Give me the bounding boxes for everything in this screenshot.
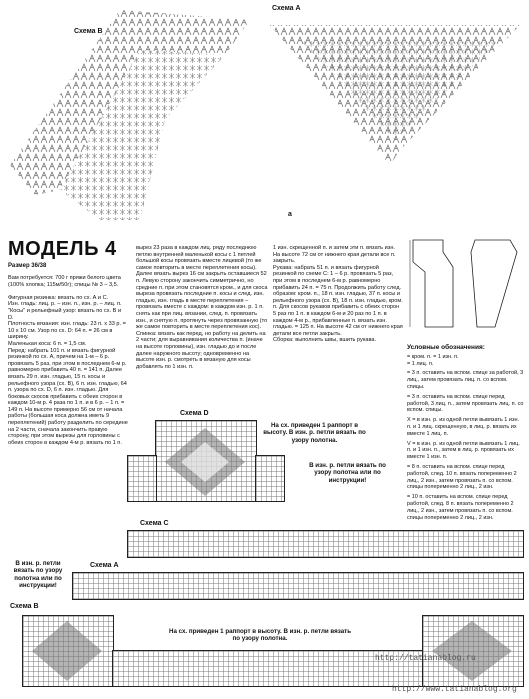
garment-schematic — [405, 232, 525, 342]
schema-d-side-left — [127, 455, 157, 502]
legend-item: = 3 п. оставить на вспом. спице за работой, 3 лиц., затем провязать лиц. п. со вспом. спицы. — [407, 370, 524, 390]
schema-c-label: Схема С — [140, 520, 169, 527]
legend-item: = 10 п. оставить на вспом. спице перед работой, след. 8 п. вязать попеременно 2 лиц., 2 изн., затем провязать п. со вспом. спицы попеременно 2 лиц., 2 изн. — [407, 494, 514, 521]
legend-item: = 3 п. оставить на вспом. спице перед работой, 3 лиц. п., затем провязать лиц. п. со вспом. спицы. — [407, 393, 524, 414]
scheme-b-label: Схема В — [74, 28, 103, 35]
watermark-mid: http://tatianablog.ru — [375, 654, 476, 663]
legend-title: Условные обозначения: — [407, 344, 485, 351]
legend-item: = кром. п. = 1 изн. п. — [407, 353, 459, 360]
schema-b-bottom-label: Схема В — [10, 603, 39, 610]
legend-item: = 8 п. оставить на вспом. спице перед работой, след. 10 п. вязать попеременно 2 лиц., 2 изн., затем провязать п. со вспом. спицы попеременно 2 лиц., 2 изн. — [407, 463, 517, 491]
schema-a-bottom-note: В изн. р. петли вязать по узору полотна или по инструкции! — [13, 560, 63, 590]
schema-a-bottom-label: Схема А — [90, 562, 119, 569]
a-marker: а — [288, 211, 292, 218]
model-title: МОДЕЛЬ 4 — [8, 238, 117, 260]
legend-item: V = в изн. р. из одной петли вывязать 1 лиц. п. и 1 изн. п., затем в лиц. р. провязать их вместе 1 изн. п. — [407, 440, 520, 461]
legend-item: = 1 лиц. п. — [407, 360, 434, 367]
schema-b-bottom-note: На сх. приведен 1 раппорт в высоту. В изн. р. петли вязать по узору полотна. — [168, 628, 351, 643]
instructions-column-1: Вам потребуется: 700 г пряжи белого цвета (100% хлопка; 115м/50г); спицы № 3 – 3,5. Фигурная резинка: вязать по сх. А и С. Изн. гладь: лиц. р. – изн. п., изн. р. – лиц. п. "Косы" и рельефный узор: вязать по сх. В и D. Плотность вязания: изн. гладь: 23 п. х 33 р. = 10 х 10 см. Узор по сх. D: 64 п. = 26 см в ширину. Маленькая коса: 6 п. = 1,5 см. Перед: набрать 101 п. и вязать фигурной резинкой по сх. А, причем на 1-м – 6 р. провязать 5 раз, при этом в последнем 6-м р. равномерно прибавить 40 п. = 141 п. Далее вязать 29 п. изн. гладью, 15 п. косы и рельефного узора (сх. В), 6 п. изн. гладью, 64 п. узора по сх. D, 6 п. изн. гладью. Для боковых скосов прибавить с обеих сторон в каждом 10-м р. 4 раза по 1 п. и в 6 р. – 1 п. = 149 п. На высоте примерно 56 см от начала работы (большая коса должна иметь 9 переплетений) работу разделить по середине на 2 части, сначала закончить правую сторону, при этом вырезы для горловины с обеих сторон в каждом 4-м р. вязать по 1 п. — [8, 275, 128, 446]
instructions-column-3: 1 изн. скрещенной п. и затем эти п. вязать изн. На высоте 72 см от нижнего края детали все п. закрыть. Рукава: набрать 51 п. и вязать фигурной резинкой по схеме С: 1 – 6 р. провязать 5 раз, при этом в последнем 6-м р. равномерно прибавить 24 п. = 75 п. Продолжить работу след. образом: кром. п., 18 п. изн. гладью, 37 п. косы и рельефного узора (сх. В), 18 п. изн. гладью, кром. п. Для скосов рукавов прибавить с обеих сторон 5 раз по 1 п. в каждом 6-м и 20 раз по 1 п. в каждом 4-м р., прибавленные п. вязать изн. гладью. = 125 п. На высоте 42 см от нижнего края детали все петли закрыть. Сборка: выполнить швы, вшить рукава. — [273, 245, 403, 344]
watermark-bottom: http://www.tatianablog.org — [392, 685, 517, 694]
size-label: Размер 36/38 — [8, 263, 47, 269]
schema-c-grid — [127, 530, 524, 558]
middle-note: В изн. р. петли вязать по узору полотна или по инструкции! — [309, 462, 386, 484]
schema-d-label: Схема D — [180, 410, 209, 417]
schema-d-side-right — [255, 455, 285, 502]
scheme-b-chart — [0, 0, 529, 225]
scheme-a-label: Схема А — [272, 5, 301, 12]
schema-d-diamond — [155, 420, 255, 500]
legend-item: X = в изн. р. из одной петли вывязать 1 изн. п. и 1 лиц. скрещенную, в лиц. р. вязать их вместе 1 лиц. п. — [407, 417, 520, 437]
schema-a-bottom-grid — [72, 572, 524, 600]
schema-d-note: На сх. приведен 1 раппорт в высоту. В изн. р. петли вязать по узору полотна. — [263, 422, 366, 444]
instructions-column-2: вырез 23 раза в каждом лиц. ряду последнюю петлю внутренней маленькой косы с 1 петлей большой косы провязать вместе лицевой (то же самое повторить в месте переплетения косы). Далее вязать вырез 16 см закрыть оставшиеся 52 п. Левую сторону закончить симметрично, но средние п. при этом становятся кром., и для скоса выреза провязать последние п. косы и след. изн. гладью, изн. гладь в месте переплетения – провязать вместе с каждом: в каждом изн. р. 1 п. снять как при лиц. вязании, след. п. провязать изн., и снятую п. протянуть через провязанную (то же самое повторить в месте переплетения кос). Спинка: вязать как перед, но работу на делить на 2 части; для выравнивания количества п. (иначе на высоте горловины), изн. гладью до и после далее наружного высоту; одновременно на высоте изн. р. смотреть в вязаную для косы добавлять по 1 изн. п. — [136, 245, 268, 370]
schema-b-bottom-diamonds — [22, 615, 522, 685]
